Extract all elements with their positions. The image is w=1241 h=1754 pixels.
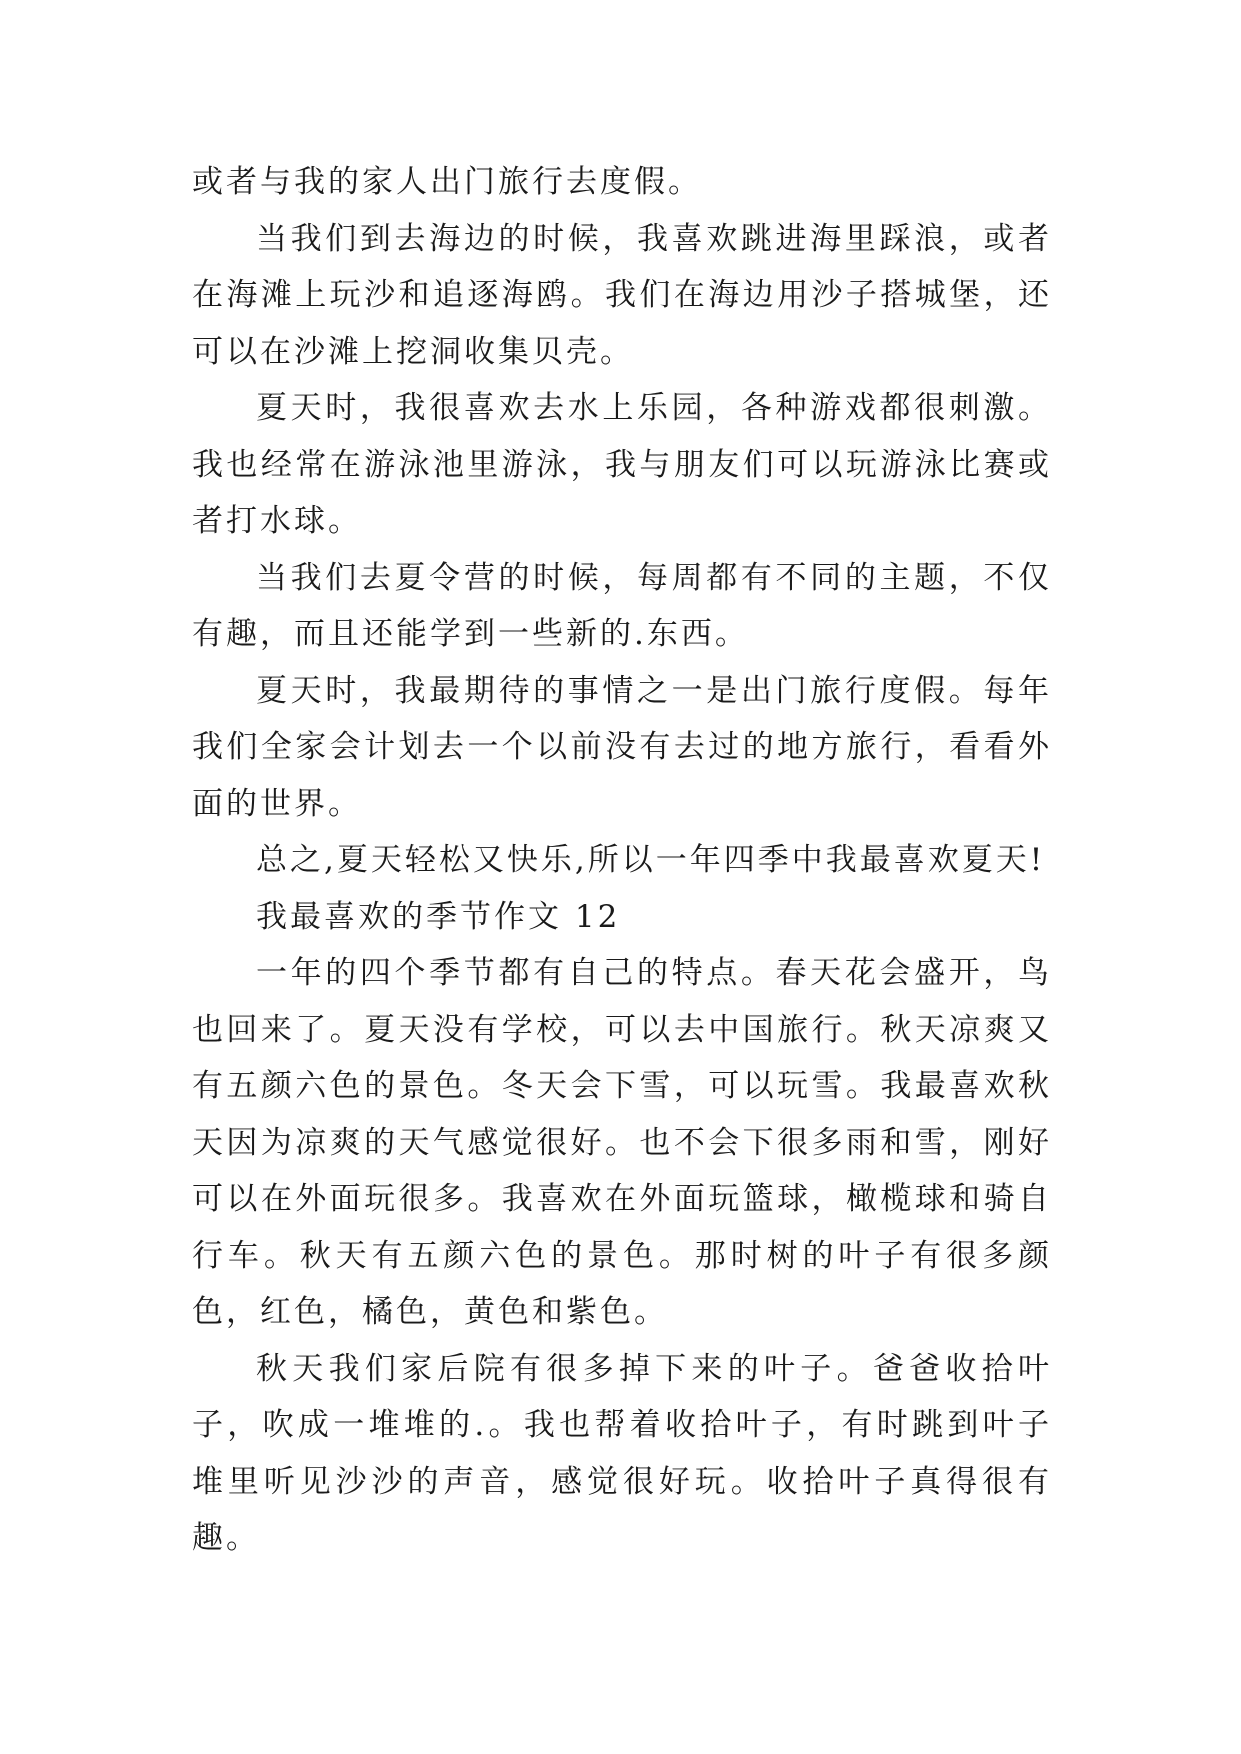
paragraph-2: 当我们到去海边的时候，我喜欢跳进海里踩浪，或者在海滩上玩沙和追逐海鸥。我们在海边用沙子搭城堡，还可以在沙滩上挖洞收集贝壳。	[192, 220, 1052, 370]
paragraph-5: 夏天时，我最期待的事情之一是出门旅行度假。每年我们全家会计划去一个以前没有去过的地方旅行，看看外面的世界。	[192, 672, 1052, 822]
paragraph-1: 或者与我的家人出门旅行去度假。	[192, 164, 702, 200]
paragraph-7: 一年的四个季节都有自己的特点。春天花会盛开，鸟也回来了。夏天没有学校，可以去中国旅行。秋天凉爽又有五颜六色的景色。冬天会下雪，可以玩雪。我最喜欢秋天因为凉爽的天气感觉很好。也不会下很多雨和雪，刚好可以在外面玩很多。我喜欢在外面玩篮球，橄榄球和骑自行车。秋天有五颜六色的景色。那时树的叶子有很多颜色，红色，橘色，黄色和紫色。	[192, 955, 1052, 1330]
paragraph-3: 夏天时，我很喜欢去水上乐园，各种游戏都很刺激。我也经常在游泳池里游泳，我与朋友们可以玩游泳比赛或者打水球。	[192, 390, 1052, 539]
paragraph-8: 秋天我们家后院有很多掉下来的叶子。爸爸收拾叶子，吹成一堆堆的.。我也帮着收拾叶子，有时跳到叶子堆里听见沙沙的声音，感觉很好玩。收拾叶子真得很有趣。	[192, 1350, 1052, 1556]
paragraph-6: 总之,夏天轻松又快乐,所以一年四季中我最喜欢夏天!	[256, 842, 1046, 878]
section-heading: 我最喜欢的季节作文 12	[256, 898, 621, 935]
paragraph-4: 当我们去夏令营的时候，每周都有不同的主题，不仅有趣，而且还能学到一些新的.东西。	[192, 559, 1052, 652]
document-body	[192, 154, 1052, 1567]
